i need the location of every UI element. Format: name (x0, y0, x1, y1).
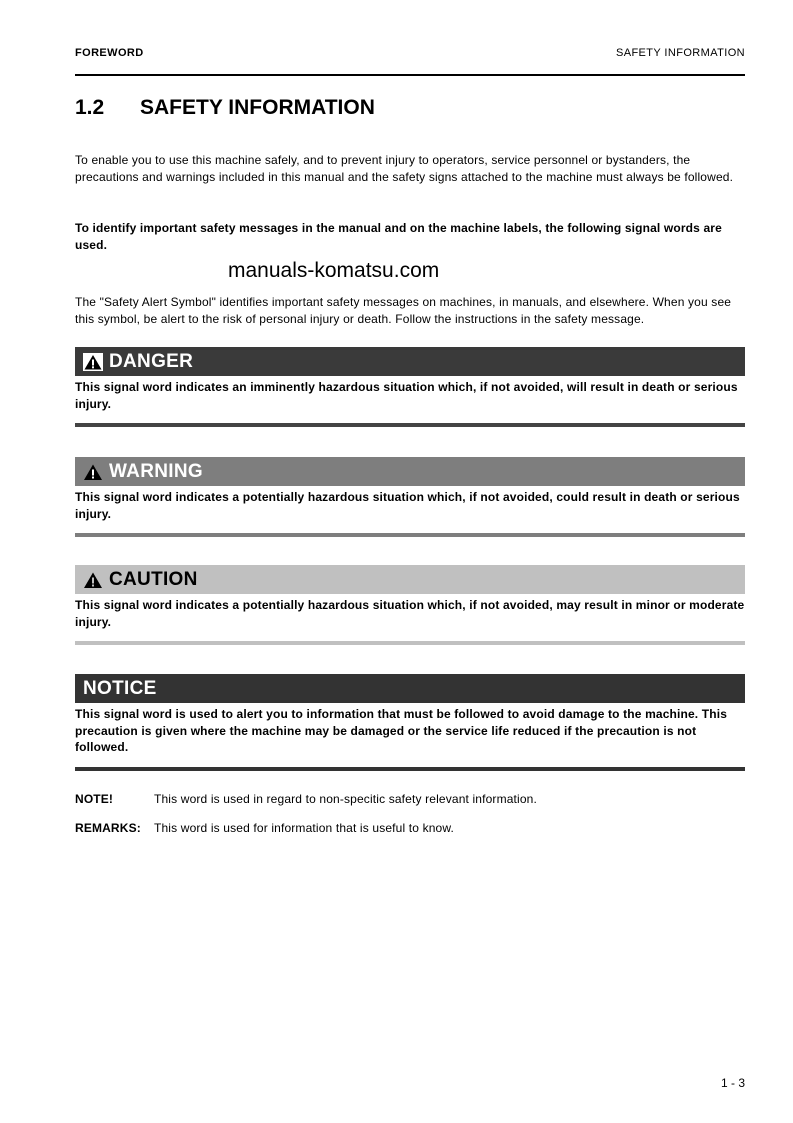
alert-symbol-paragraph: The "Safety Alert Symbol" identifies important safety messages on machines, in manuals, and elsewhere. When you see this symbol, be alert to the risk of personal injury or death. Follow the instructions in the safety message. (75, 295, 732, 326)
definition-remarks (75, 821, 454, 835)
warning-box (75, 457, 745, 537)
section-title: SAFETY INFORMATION (140, 96, 375, 119)
warning-triangle-icon (83, 463, 109, 481)
watermark-text: manuals-komatsu.com (228, 259, 440, 282)
manual-page (75, 0, 745, 1123)
section-number: 1.2 (75, 96, 105, 119)
definition-term: NOTE! (75, 792, 114, 806)
running-header (75, 47, 745, 63)
caution-rule (75, 641, 745, 645)
definition-note (75, 792, 537, 806)
definition-text: This word is used for information that is useful to know. (154, 821, 455, 835)
caution-label: CAUTION (109, 568, 198, 590)
warning-triangle-icon (83, 353, 109, 371)
notice-label: NOTICE (83, 677, 157, 699)
warning-label: WARNING (109, 460, 203, 482)
notice-description: This signal word is used to alert you to information that must be followed to avoid damage to the machine. This precaution is given where the machine may be damaged or the service life reduced if the precaution is not followed. (75, 707, 728, 754)
notice-rule (75, 767, 745, 771)
notice-banner (75, 674, 745, 703)
signal-words-intro: To identify important safety messages in the manual and on the machine labels, the following signal words are used. (75, 221, 722, 252)
section-heading (75, 96, 375, 120)
danger-description: This signal word indicates an imminently hazardous situation which, if not avoided, will result in death or serious injury. (75, 380, 738, 411)
danger-label: DANGER (109, 350, 194, 372)
header-chapter: FOREWORD (75, 47, 144, 59)
notice-box (75, 674, 745, 771)
header-section: SAFETY INFORMATION (615, 47, 745, 59)
page-number: 1 - 3 (720, 1076, 745, 1090)
warning-triangle-icon (83, 571, 109, 589)
danger-banner (75, 347, 745, 376)
warning-rule (75, 533, 745, 537)
danger-rule (75, 423, 745, 427)
warning-description: This signal word indicates a potentially hazardous situation which, if not avoided, could result in death or serious injury. (75, 490, 740, 521)
definition-term: REMARKS: (75, 821, 141, 835)
header-divider (75, 74, 745, 76)
caution-description: This signal word indicates a potentially hazardous situation which, if not avoided, may result in minor or moderate injury. (75, 598, 745, 629)
warning-banner (75, 457, 745, 486)
intro-paragraph: To enable you to use this machine safely, and to prevent injury to operators, service personnel or bystanders, the precautions and warnings included in this manual and the safety signs attached to the machine must always be followed. (75, 153, 734, 184)
danger-box (75, 347, 745, 427)
caution-box (75, 565, 745, 645)
caution-banner (75, 565, 745, 594)
definition-text: This word is used in regard to non-specitic safety relevant information. (154, 792, 537, 806)
